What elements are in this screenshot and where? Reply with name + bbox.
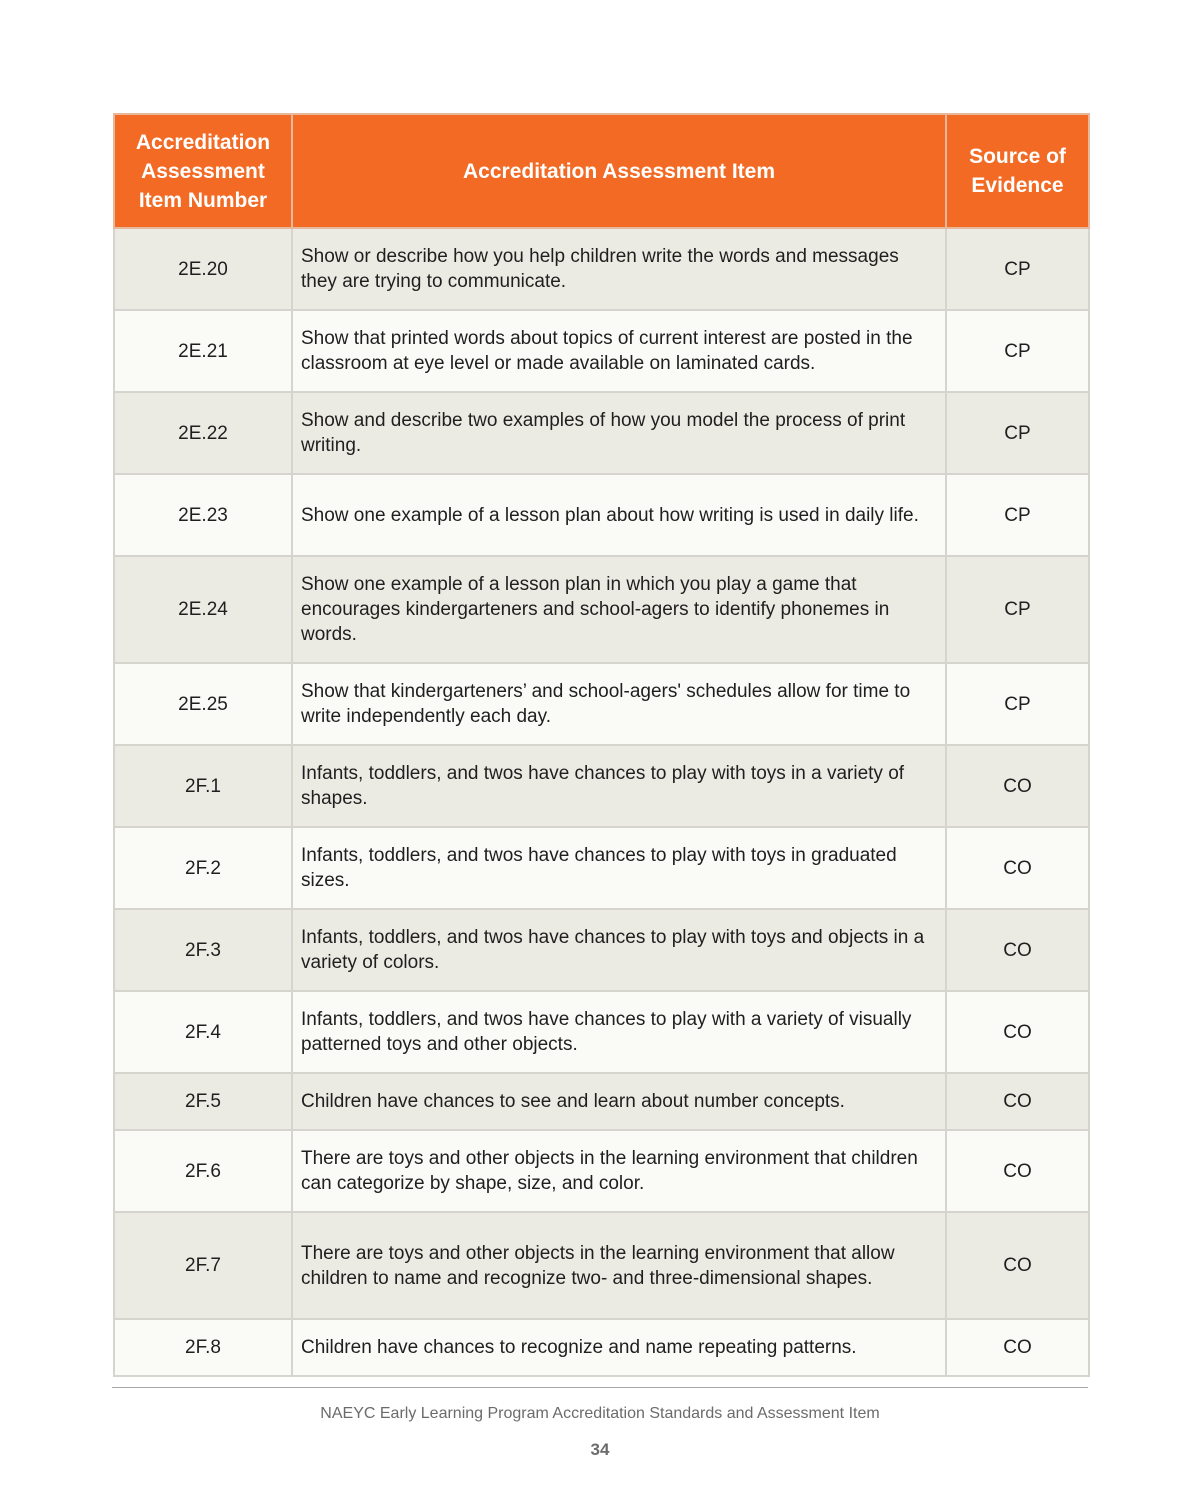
item-description: There are toys and other objects in the learning environment that children can categorize by shape, size, and color. xyxy=(292,1130,946,1212)
source-of-evidence: CO xyxy=(946,1319,1089,1376)
source-of-evidence: CP xyxy=(946,474,1089,556)
source-of-evidence: CP xyxy=(946,556,1089,663)
item-number: 2F.8 xyxy=(114,1319,292,1376)
table-row xyxy=(114,228,1089,310)
table-row xyxy=(114,1130,1089,1212)
source-of-evidence: CO xyxy=(946,827,1089,909)
table-row xyxy=(114,745,1089,827)
header-source: Source of Evidence xyxy=(946,114,1089,228)
item-description: Infants, toddlers, and twos have chances to play with a variety of visually patterned toys and other objects. xyxy=(292,991,946,1073)
source-of-evidence: CO xyxy=(946,909,1089,991)
item-number: 2E.24 xyxy=(114,556,292,663)
assessment-table-container xyxy=(113,113,1088,1377)
source-of-evidence: CP xyxy=(946,663,1089,745)
source-of-evidence: CO xyxy=(946,1130,1089,1212)
item-description: Children have chances to recognize and name repeating patterns. xyxy=(292,1319,946,1376)
table-row xyxy=(114,991,1089,1073)
item-number: 2F.2 xyxy=(114,827,292,909)
header-item-number: Accreditation Assessment Item Number xyxy=(114,114,292,228)
item-number: 2E.25 xyxy=(114,663,292,745)
footer-title: NAEYC Early Learning Program Accreditation Standards and Assessment Item xyxy=(320,1405,880,1422)
item-number: 2E.22 xyxy=(114,392,292,474)
table-row xyxy=(114,909,1089,991)
item-number: 2F.1 xyxy=(114,745,292,827)
page-number: 34 xyxy=(590,1440,610,1459)
item-number: 2E.23 xyxy=(114,474,292,556)
item-number: 2F.4 xyxy=(114,991,292,1073)
item-description: Show one example of a lesson plan in which you play a game that encourages kindergarteners and school-agers to identify phonemes in words. xyxy=(292,556,946,663)
item-number: 2F.7 xyxy=(114,1212,292,1319)
header-item: Accreditation Assessment Item xyxy=(292,114,946,228)
item-description: Children have chances to see and learn about number concepts. xyxy=(292,1073,946,1130)
table-header-row xyxy=(114,114,1089,228)
source-of-evidence: CO xyxy=(946,745,1089,827)
item-number: 2F.5 xyxy=(114,1073,292,1130)
item-description: There are toys and other objects in the learning environment that allow children to name and recognize two- and three-dimensional shapes. xyxy=(292,1212,946,1319)
source-of-evidence: CO xyxy=(946,991,1089,1073)
item-number: 2F.6 xyxy=(114,1130,292,1212)
table-row xyxy=(114,556,1089,663)
table-row xyxy=(114,1212,1089,1319)
item-description: Show or describe how you help children write the words and messages they are trying to communicate. xyxy=(292,228,946,310)
item-description: Infants, toddlers, and twos have chances to play with toys in graduated sizes. xyxy=(292,827,946,909)
source-of-evidence: CP xyxy=(946,228,1089,310)
table-row xyxy=(114,392,1089,474)
table-row xyxy=(114,663,1089,745)
source-of-evidence: CO xyxy=(946,1073,1089,1130)
item-number: 2F.3 xyxy=(114,909,292,991)
item-description: Show one example of a lesson plan about how writing is used in daily life. xyxy=(292,474,946,556)
item-description: Infants, toddlers, and twos have chances to play with toys and objects in a variety of colors. xyxy=(292,909,946,991)
source-of-evidence: CP xyxy=(946,392,1089,474)
item-number: 2E.20 xyxy=(114,228,292,310)
assessment-table xyxy=(113,113,1090,1377)
source-of-evidence: CO xyxy=(946,1212,1089,1319)
table-row xyxy=(114,1319,1089,1376)
item-description: Show that printed words about topics of current interest are posted in the classroom at eye level or made available on laminated cards. xyxy=(292,310,946,392)
source-of-evidence: CP xyxy=(946,310,1089,392)
table-row xyxy=(114,310,1089,392)
item-number: 2E.21 xyxy=(114,310,292,392)
table-row xyxy=(114,474,1089,556)
item-description: Show that kindergarteners’ and school-agers' schedules allow for time to write independently each day. xyxy=(292,663,946,745)
table-row xyxy=(114,827,1089,909)
table-row xyxy=(114,1073,1089,1130)
item-description: Infants, toddlers, and twos have chances to play with toys in a variety of shapes. xyxy=(292,745,946,827)
footer-divider xyxy=(112,1387,1088,1388)
item-description: Show and describe two examples of how you model the process of print writing. xyxy=(292,392,946,474)
